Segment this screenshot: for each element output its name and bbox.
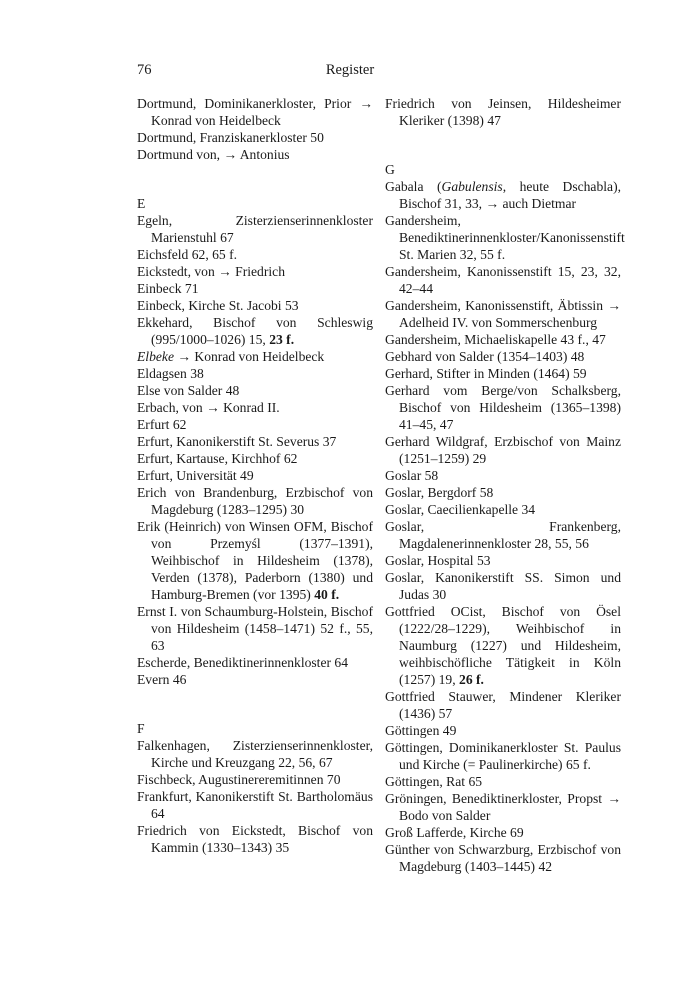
index-entry: Gottfried Stauwer, Mindener Kleriker (1436) 57	[385, 689, 621, 721]
index-entry: Gerhard Wildgraf, Erzbischof von Mainz (1251–1259) 29	[385, 434, 621, 466]
index-column-right	[385, 95, 625, 875]
index-entry: Goslar, Frankenberg, Magdalenerinnenkloster 28, 55, 56	[385, 519, 621, 551]
index-entry: Göttingen, Rat 65	[385, 774, 483, 789]
index-entry: Gerhard, Stifter in Minden (1464) 59	[385, 366, 587, 381]
index-entry: Gandersheim, Kanonissenstift 15, 23, 32, 42–44	[385, 264, 621, 296]
index-entry: Groß Lafferde, Kirche 69	[385, 825, 524, 840]
index-entry: Göttingen 49	[385, 723, 457, 738]
index-entry: Gandersheim, Michaeliskapelle 43 f., 47	[385, 332, 606, 347]
index-entry: Egeln, Zisterzienserinnenkloster Marienstuhl 67	[137, 213, 373, 245]
index-entry: Einbeck 71	[137, 281, 199, 296]
index-entry: Einbeck, Kirche St. Jacobi 53	[137, 298, 299, 313]
index-entry: Gottfried OCist, Bischof von Ösel (1222/28–1229), Weihbischof in Naumburg (1227) und Hildesheim, weihbischöfliche Tätigkeit in Köln (1257) 19, 26 f.	[385, 604, 621, 687]
index-entry: Goslar, Bergdorf 58	[385, 485, 494, 500]
index-entry: Goslar, Kanonikerstift SS. Simon und Judas 30	[385, 570, 621, 602]
index-entry: Dortmund von, → Antonius	[137, 147, 290, 162]
index-entry: Dortmund, Franziskanerkloster 50	[137, 130, 324, 145]
index-entry: Elbeke → Konrad von Heidelbeck	[137, 349, 325, 364]
index-entry: Falkenhagen, Zisterzienserinnenkloster, Kirche und Kreuzgang 22, 56, 67	[137, 738, 373, 770]
index-entry: Dortmund, Dominikanerkloster, Prior → Konrad von Heidelbeck	[137, 96, 373, 128]
index-entry: Goslar, Caecilienkapelle 34	[385, 502, 536, 517]
index-entry: Gröningen, Benediktinerkloster, Propst → Bodo von Salder	[385, 791, 621, 823]
running-head: Register	[325, 62, 375, 78]
index-entry: Ekkehard, Bischof von Schleswig (995/1000–1026) 15, 23 f.	[137, 315, 373, 347]
index-entry: Goslar 58	[385, 468, 439, 483]
index-entry: Eichsfeld 62, 65 f.	[137, 247, 238, 262]
index-entry: Gandersheim, Kanonissenstift, Äbtissin → Adelheid IV. von Sommerschenburg	[385, 298, 621, 330]
index-entry: Gerhard vom Berge/von Schalksberg, Bischof von Hildesheim (1365–1398) 41–45, 47	[385, 383, 621, 432]
index-entry: Eickstedt, von → Friedrich	[137, 264, 285, 279]
index-entry: Friedrich von Jeinsen, Hildesheimer Kleriker (1398) 47	[385, 96, 621, 128]
index-entry: Ernst I. von Schaumburg-Holstein, Bischof von Hildesheim (1458–1471) 52 f., 55, 63	[137, 604, 373, 653]
index-entry: Goslar, Hospital 53	[385, 553, 491, 568]
index-entry: Evern 46	[137, 672, 187, 687]
index-entry: Erfurt 62	[137, 417, 187, 432]
index-entry: Erfurt, Universität 49	[137, 468, 254, 483]
index-entry: Erfurt, Kartause, Kirchhof 62	[137, 451, 298, 466]
index-entry: Gandersheim, Benediktinerinnenkloster/Kanonissenstift St. Marien 32, 55 f.	[385, 213, 625, 262]
index-entry: Frankfurt, Kanonikerstift St. Bartholomäus 64	[137, 789, 373, 821]
index-entry: Erik (Heinrich) von Winsen OFM, Bischof von Przemyśl (1377–1391), Weihbischof in Hildesheim (1378), Verden (1378), Paderborn (1380) und Hamburg-Bremen (vor 1395) 40 f.	[137, 519, 373, 602]
index-entry: Günther von Schwarzburg, Erzbischof von Magdeburg (1403–1445) 42	[385, 842, 621, 874]
index-entry: Erich von Brandenburg, Erzbischof von Magdeburg (1283–1295) 30	[137, 485, 373, 517]
index-column-left	[137, 95, 373, 856]
section-letter-g: G	[385, 162, 395, 177]
page-number: 76	[137, 62, 152, 78]
index-entry: Göttingen, Dominikanerkloster St. Paulus und Kirche (= Paulinerkirche) 65 f.	[385, 740, 621, 772]
index-entry: Escherde, Benediktinerinnenkloster 64	[137, 655, 349, 670]
index-entry: Else von Salder 48	[137, 383, 240, 398]
index-entry: Friedrich von Eickstedt, Bischof von Kammin (1330–1343) 35	[137, 823, 373, 855]
index-entry: Eldagsen 38	[137, 366, 204, 381]
index-entry: Erfurt, Kanonikerstift St. Severus 37	[137, 434, 337, 449]
index-entry: Gabala (Gabulensis, heute Dschabla), Bischof 31, 33, → auch Dietmar	[385, 179, 622, 211]
section-letter-e: E	[137, 196, 146, 211]
index-entry: Erbach, von → Konrad II.	[137, 400, 280, 415]
section-letter-f: F	[137, 721, 145, 736]
index-entry: Gebhard von Salder (1354–1403) 48	[385, 349, 585, 364]
index-entry: Fischbeck, Augustinereremitinnen 70	[137, 772, 341, 787]
